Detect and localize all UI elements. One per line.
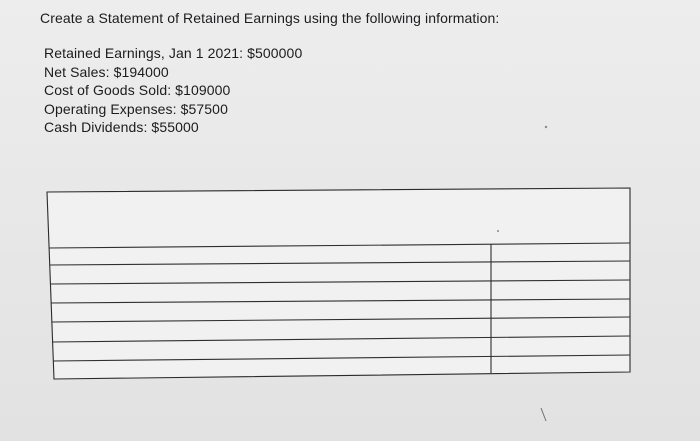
instruction-heading: Create a Statement of Retained Earnings using the following information: <box>40 10 500 26</box>
row-1-amount-cell[interactable] <box>492 243 629 262</box>
paper-speck <box>497 230 499 232</box>
given-item-cost-of-goods-sold: Cost of Goods Sold: $109000 <box>44 82 231 98</box>
row-3-amount-cell[interactable] <box>492 280 629 300</box>
table-header-cell[interactable] <box>48 189 629 248</box>
given-item-retained-earnings: Retained Earnings, Jan 1 2021: $500000 <box>44 45 303 61</box>
row-6-amount-cell[interactable] <box>492 336 629 356</box>
row-3-label-cell[interactable] <box>51 281 490 304</box>
row-2-amount-cell[interactable] <box>492 261 629 281</box>
row-7-amount-cell[interactable] <box>492 355 629 373</box>
row-2-label-cell[interactable] <box>50 262 490 285</box>
given-item-cash-dividends: Cash Dividends: $55000 <box>44 119 199 135</box>
paper-speck <box>545 126 547 128</box>
given-item-operating-expenses: Operating Expenses: $57500 <box>44 100 228 117</box>
given-item-net-sales: Net Sales: $194000 <box>44 63 169 80</box>
row-5-amount-cell[interactable] <box>492 317 629 337</box>
pen-mark <box>541 408 546 421</box>
row-4-amount-cell[interactable] <box>492 299 629 318</box>
